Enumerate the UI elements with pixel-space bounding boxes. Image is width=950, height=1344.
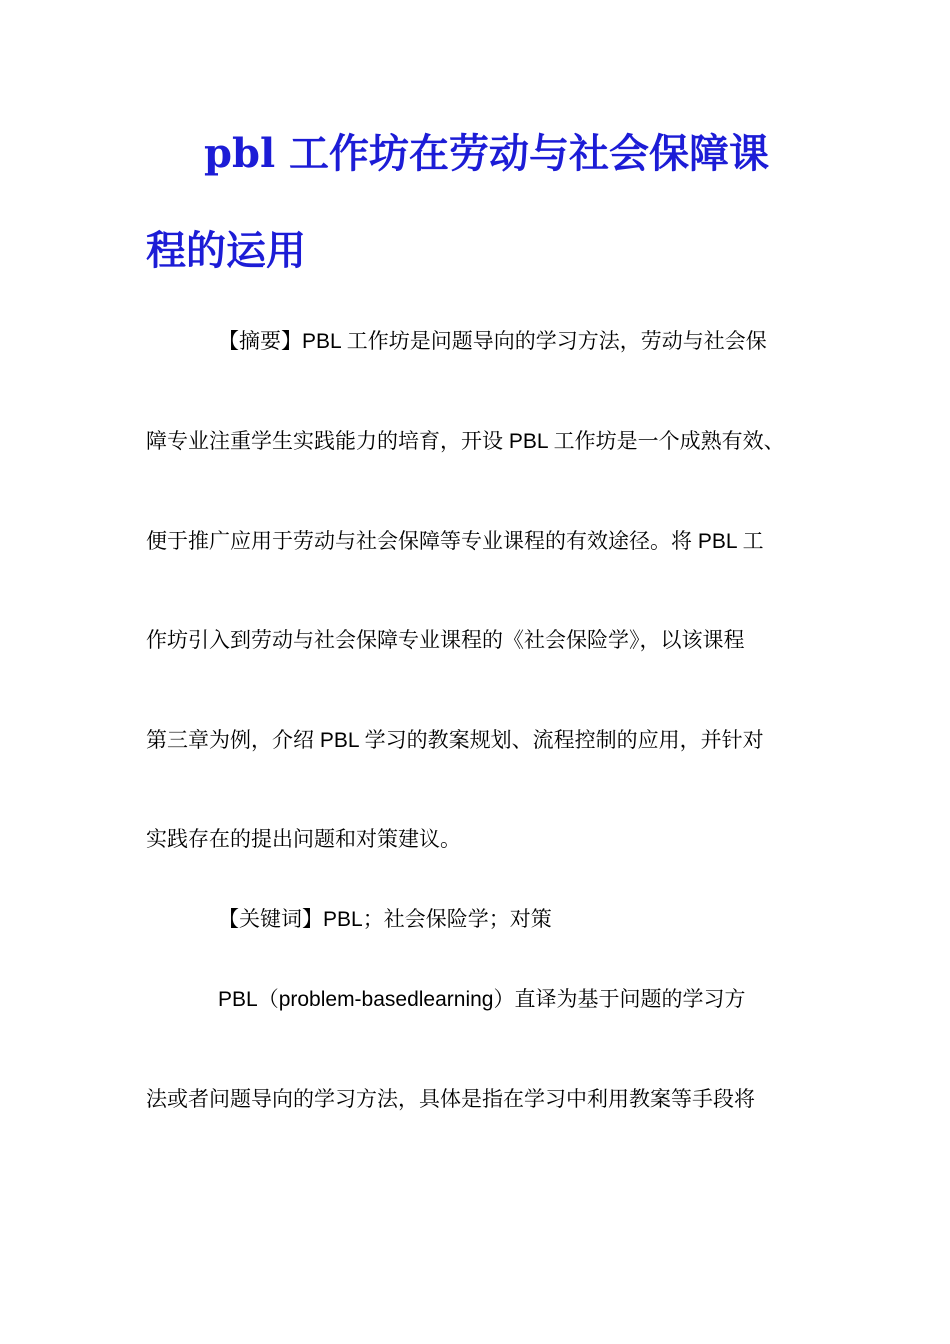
keywords-line: 【关键词】PBL；社会保险学；对策 xyxy=(218,908,552,931)
abstract-line-4: 作坊引入到劳动与社会保障专业课程的《社会保险学》，以该课程 xyxy=(146,629,745,652)
abstract-line-3: 便于推广应用于劳动与社会保障等专业课程的有效途径。将 PBL 工 xyxy=(146,530,764,553)
abstract-line-2: 障专业注重学生实践能力的培育，开设 PBL 工作坊是一个成熟有效、 xyxy=(146,430,785,453)
body-line-1: PBL（problem-basedlearning）直译为基于问题的学习方 xyxy=(218,988,746,1011)
document-title-line-2: 程的运用 xyxy=(146,227,306,274)
abstract-line-1: 【摘要】PBL 工作坊是问题导向的学习方法，劳动与社会保 xyxy=(218,330,767,353)
abstract-line-5: 第三章为例，介绍 PBL 学习的教案规划、流程控制的应用，并针对 xyxy=(146,729,764,752)
document-title-line-1: pbl 工作坊在劳动与社会保障课 xyxy=(204,130,770,177)
body-line-2: 法或者问题导向的学习方法，具体是指在学习中利用教案等手段将 xyxy=(146,1088,755,1111)
abstract-line-6: 实践存在的提出问题和对策建议。 xyxy=(146,828,461,851)
